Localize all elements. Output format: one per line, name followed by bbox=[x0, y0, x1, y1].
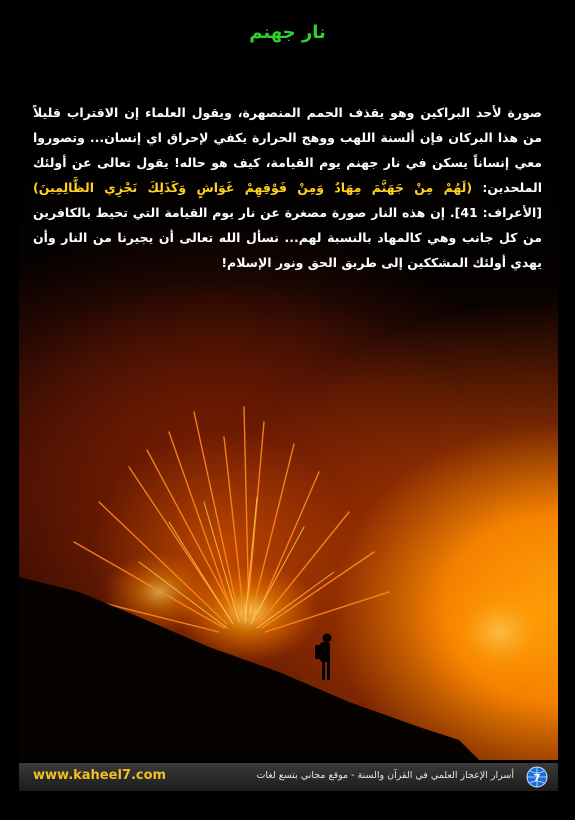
article-intro: صورة لأحد البراكين وهو يقذف الحمم المنصهرة، ويقول العلماء إن الاقتراب قليلاً من هذا البركان فإن ألسنة اللهب ووهج الحرارة يكفي لإحراق اي إنسان... وتصوروا معي إنساناً يسكن في نار جهنم يوم القيامة، كيف هو حاله! يقول تعالى عن أولئك الملحدين: bbox=[33, 105, 542, 195]
svg-text:7: 7 bbox=[533, 773, 541, 784]
globe-logo-icon bbox=[526, 766, 548, 788]
page-title: نار جهنم bbox=[249, 22, 326, 43]
article-conclusion: [الأعراف: 41]. إن هذه النار صورة مصغرة عن نار يوم القيامة التي تحيط بالكافرين من كل جانب وهي كالمهاد بالنسبة لهم... نسأل الله تعالى أن يجيرنا من النار وأن يهدي أولئك المشككين إلى طريق الحق ونور الإسلام! bbox=[33, 205, 542, 270]
site-link[interactable]: www.kaheel7.com bbox=[33, 768, 167, 783]
footer-bar bbox=[19, 763, 558, 791]
content-panel bbox=[19, 72, 558, 760]
footer-tagline: أسرار الإعجاز العلمي في القرآن والسنة - موقع مجاني بتسع لغات bbox=[256, 770, 514, 781]
quran-verse: (لَهُمْ مِنْ جَهَنَّمَ مِهَادٌ وَمِنْ فَوْقِهِمْ غَوَاشٍ وَكَذَلِكَ نَجْزِي الظَّالِمِينَ) bbox=[33, 180, 473, 195]
article-text bbox=[33, 100, 542, 275]
hiker-silhouette bbox=[315, 634, 332, 681]
